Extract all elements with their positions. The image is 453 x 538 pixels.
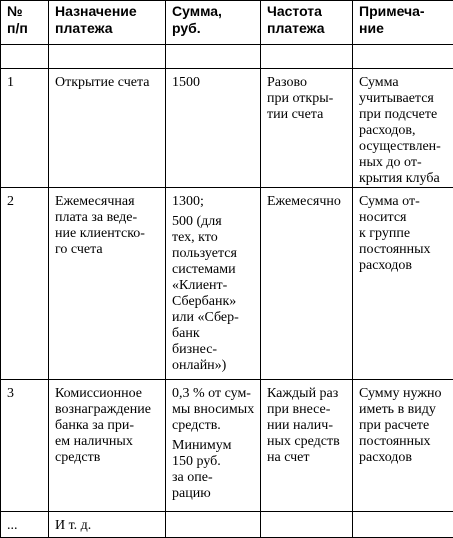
cell-text: плата за веде- <box>55 210 159 226</box>
cell-text: тии счета <box>267 107 346 123</box>
cell-text: 1 <box>7 75 42 91</box>
cell-text: Комиссионное <box>55 386 159 402</box>
cell-text: средств <box>55 450 159 466</box>
cell-text: 3 <box>7 386 42 402</box>
cell-text: при подсчете <box>359 107 447 123</box>
cell-note <box>353 380 453 512</box>
cell-text: «Клиент- <box>172 278 254 294</box>
cell-text: 500 (для <box>172 214 254 230</box>
cell-text: средств. <box>172 418 254 434</box>
cell-number <box>1 188 49 380</box>
cell-text: крытия клуба <box>359 171 447 187</box>
cell-text: ных до от- <box>359 155 447 171</box>
table-row <box>1 188 453 380</box>
cell-text: банка за при- <box>55 418 159 434</box>
cell-note <box>353 512 453 538</box>
header-text: Назначение <box>55 3 159 20</box>
header-text: п/п <box>7 20 42 37</box>
cell-amount <box>166 69 261 188</box>
cell-purpose <box>49 188 166 380</box>
cell-text: Сбербанк» <box>172 294 254 310</box>
cell-text: осуществлен- <box>359 139 447 155</box>
cell-text: Сумму нужно <box>359 386 447 402</box>
table-row <box>1 69 453 188</box>
cell-text: при внесе- <box>267 402 346 418</box>
header-note <box>353 1 453 45</box>
cell-text: расходов, <box>359 123 447 139</box>
cell-text: Каждый раз <box>267 386 346 402</box>
cell-text: вознаграждение <box>55 402 159 418</box>
header-frequency <box>261 1 353 45</box>
header-number <box>1 1 49 45</box>
cell-text: бизнес- <box>172 342 254 358</box>
cell-amount <box>166 188 261 380</box>
cell-text: ние клиентско- <box>55 226 159 242</box>
cell-text: 2 <box>7 194 42 210</box>
table-row <box>1 512 453 538</box>
cell-purpose <box>49 512 166 538</box>
cell-note <box>353 69 453 188</box>
cell-text: постоянных <box>359 434 447 450</box>
cell-text: ем наличных <box>55 434 159 450</box>
cell-text: Разово <box>267 75 346 91</box>
cell-text: онлайн») <box>172 358 254 374</box>
spacer-cell <box>1 45 49 69</box>
cell-text: мы вносимых <box>172 402 254 418</box>
cell-note <box>353 188 453 380</box>
header-text: № <box>7 3 42 20</box>
spacer-cell <box>166 45 261 69</box>
header-text: платежа <box>267 20 346 37</box>
cell-text: 150 руб. <box>172 454 254 470</box>
cell-purpose <box>49 380 166 512</box>
cell-text: учитывается <box>359 91 447 107</box>
cell-frequency <box>261 512 353 538</box>
cell-frequency <box>261 188 353 380</box>
header-text: руб. <box>172 20 254 37</box>
cell-text: го счета <box>55 242 159 258</box>
cell-number <box>1 380 49 512</box>
cell-frequency <box>261 380 353 512</box>
cell-text: пользуется <box>172 246 254 262</box>
spacer-cell <box>353 45 453 69</box>
header-row <box>1 1 453 45</box>
cell-text: расходов <box>359 258 447 274</box>
cell-text: Ежемесячно <box>267 194 346 210</box>
cell-text: И т. д. <box>55 518 159 534</box>
cell-text: Открытие счета <box>55 75 159 91</box>
spacer-cell <box>261 45 353 69</box>
cell-text: 0,3 % от сум- <box>172 386 254 402</box>
cell-frequency <box>261 69 353 188</box>
header-text: платежа <box>55 20 159 37</box>
header-text: ние <box>359 20 447 37</box>
cell-text: Ежемесячная <box>55 194 159 210</box>
cell-text: за опе- <box>172 470 254 486</box>
spacer-cell <box>49 45 166 69</box>
table-row <box>1 380 453 512</box>
cell-text: при расчете <box>359 418 447 434</box>
header-text: Частота <box>267 3 346 20</box>
header-amount <box>166 1 261 45</box>
cell-text: Минимум <box>172 438 254 454</box>
cell-text: рацию <box>172 486 254 502</box>
cell-text: иметь в виду <box>359 402 447 418</box>
cell-text: нии налич- <box>267 418 346 434</box>
header-purpose <box>49 1 166 45</box>
cell-text: системами <box>172 262 254 278</box>
cell-amount <box>166 380 261 512</box>
cell-text: ... <box>7 518 42 534</box>
cell-text: расходов <box>359 450 447 466</box>
cell-text: Сумма <box>359 75 447 91</box>
cell-text: на счет <box>267 450 346 466</box>
cell-text: постоянных <box>359 242 447 258</box>
cell-text: Сумма от- <box>359 194 447 210</box>
spacer-row <box>1 45 453 69</box>
cell-number <box>1 69 49 188</box>
header-text: Примеча- <box>359 3 447 20</box>
cell-text: или «Сбер- <box>172 310 254 326</box>
cell-text: 1500 <box>172 75 254 91</box>
cell-text: при откры- <box>267 91 346 107</box>
cell-text: к группе <box>359 226 447 242</box>
cell-text: банк <box>172 326 254 342</box>
cell-text: ных средств <box>267 434 346 450</box>
cell-amount <box>166 512 261 538</box>
cell-purpose <box>49 69 166 188</box>
cell-text: носится <box>359 210 447 226</box>
cell-text: тех, кто <box>172 230 254 246</box>
cell-text: 1300; <box>172 194 254 210</box>
cell-number <box>1 512 49 538</box>
header-text: Сумма, <box>172 3 254 20</box>
